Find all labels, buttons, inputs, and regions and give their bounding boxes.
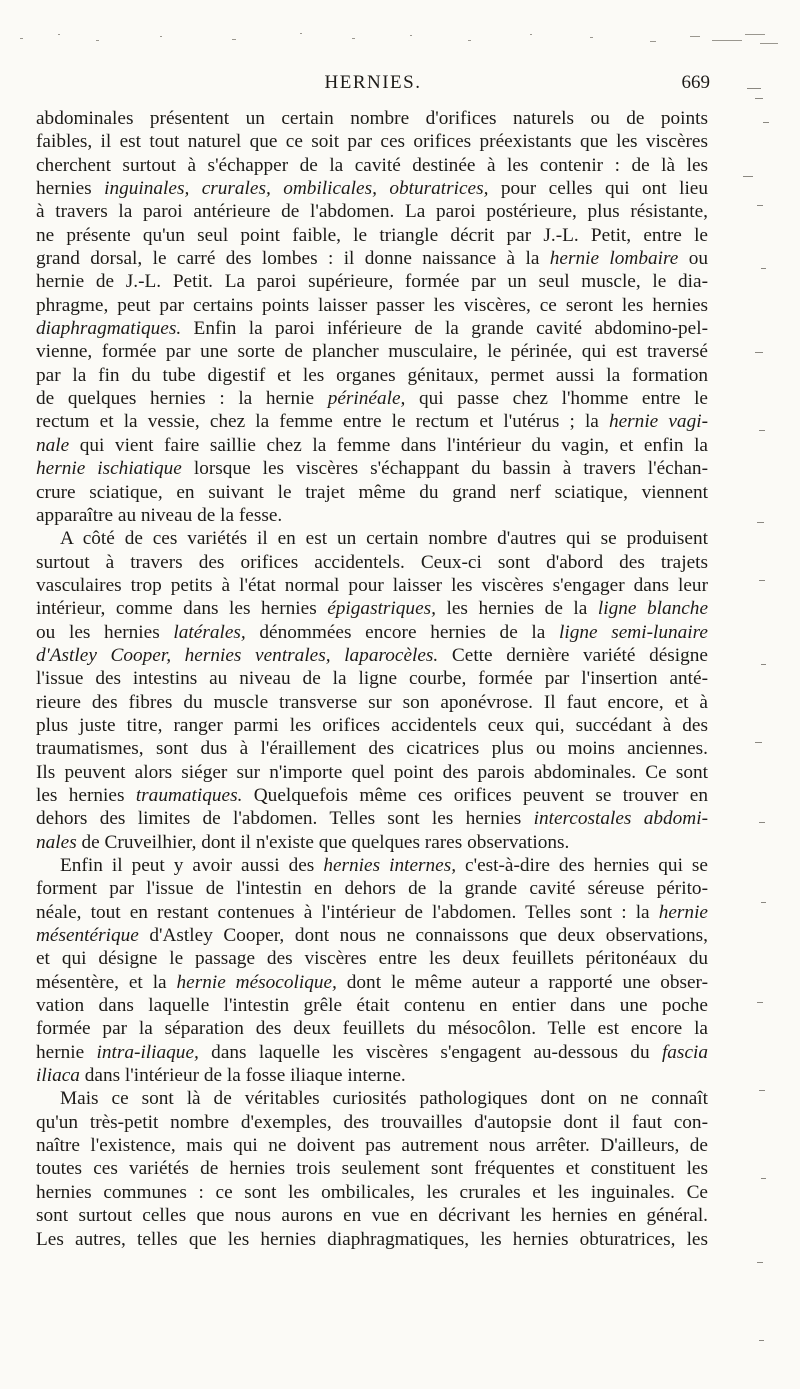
text-line: grand dorsal, le carré des lombes : il donne naissance à la hernie lombaire ou: [36, 248, 708, 270]
text-line: ne présente qu'un seul point faible, le triangle décrit par J.-L. Petit, entre le: [36, 224, 708, 246]
text-line: cherchent surtout à s'échapper de la cavité destinée à les contenir : de là les: [36, 154, 708, 176]
text-line: mésentérique d'Astley Cooper, dont nous ne connaissons que deux observations,: [36, 925, 708, 947]
text-line: diaphragmatiques. Enfin la paroi inférieure de la grande cavité abdomino-pel-: [36, 318, 708, 340]
text-line: formée par la séparation des deux feuillets du mésocôlon. Telle est encore la: [36, 1018, 708, 1040]
italic-term: hernie: [658, 901, 708, 923]
text-line: ou les hernies latérales, dénommées encore hernies de la ligne semi-lunaire: [36, 621, 708, 643]
italic-term: ligne semi-lunaire: [559, 621, 708, 643]
text-line: Enfin il peut y avoir aussi des hernies internes, c'est-à-dire des hernies qui se: [60, 855, 708, 876]
text-line: nale qui vient faire saillie chez la femme dans l'intérieur du vagin, et enfin la: [36, 434, 708, 456]
text-line: intérieur, comme dans les hernies épigastriques, les hernies de la ligne blanche: [36, 598, 708, 620]
text-line: faibles, il est tout naturel que ce soit par ces orifices préexistants que les viscères: [36, 131, 708, 153]
paragraph: [36, 107, 708, 527]
text-line: rectum et la vessie, chez la femme entre le rectum et l'utérus ; la hernie vagi-: [36, 411, 708, 433]
text-line: iliaca dans l'intérieur de la fosse iliaque interne.: [36, 1065, 406, 1087]
text-line: naître l'existence, mais qui ne doivent pas autrement nous arrêter. D'ailleurs, de: [36, 1135, 708, 1157]
italic-term: iliaca: [36, 1065, 80, 1087]
text-line: crure sciatique, en suivant le trajet même du grand nerf sciatique, viennent: [36, 481, 708, 503]
text-line: vation dans laquelle l'intestin grêle était contenu en entier dans une poche: [36, 995, 708, 1017]
text-line: toutes ces variétés de hernies trois seulement sont fréquentes et constituent les: [36, 1158, 708, 1180]
paragraph: [36, 1087, 708, 1250]
italic-term: latérales,: [173, 621, 246, 643]
paragraph: [36, 854, 708, 1087]
text-line: dehors des limites de l'abdomen. Telles sont les hernies intercostales abdomi-: [36, 808, 709, 830]
text-line: qu'un très-petit nombre d'exemples, des trouvailles d'autopsie dont il faut con-: [36, 1111, 708, 1133]
italic-term: mésentérique: [36, 925, 139, 947]
text-line: surtout à travers des orifices accidentels. Ceux-ci sont d'abord des trajets: [36, 551, 708, 573]
text-line: l'issue des intestins au niveau de la ligne courbe, formée par l'insertion anté-: [36, 668, 708, 690]
italic-term: intercostales abdomi-: [533, 808, 709, 830]
body-text: [36, 107, 708, 1251]
italic-term: épigastriques,: [327, 598, 436, 620]
text-line: Les autres, telles que les hernies diaphragmatiques, les hernies obturatrices, les: [36, 1228, 708, 1250]
italic-term: nales: [36, 831, 77, 853]
text-line: hernies communes : ce sont les ombilicales, les crurales et les inguinales. Ce: [36, 1181, 708, 1203]
paragraph: [36, 527, 708, 854]
italic-term: hernie vagi-: [608, 411, 708, 433]
text-line: mésentère, et la hernie mésocolique, dont le même auteur a rapporté une obser-: [36, 971, 708, 993]
text-line: les hernies traumatiques. Quelquefois même ces orifices peuvent se trouver en: [36, 784, 708, 806]
text-line: à travers la paroi antérieure de l'abdomen. La paroi postérieure, plus résistante,: [36, 201, 708, 223]
text-line: néale, tout en restant contenues à l'intérieur de l'abdomen. Telles sont : la hernie: [36, 901, 708, 923]
text-line: nales de Cruveilhier, dont il n'existe que quelques rares observations.: [36, 831, 570, 853]
italic-term: ligne blanche: [597, 598, 708, 620]
italic-term: hernie mésocolique,: [176, 971, 337, 993]
text-line: traumatismes, sont dus à l'éraillement des cicatrices plus ou moins anciennes.: [36, 738, 708, 760]
text-line: abdominales présentent un certain nombre d'orifices naturels ou de points: [36, 108, 708, 129]
italic-term: nale: [36, 434, 70, 456]
text-line: hernie intra-iliaque, dans laquelle les viscères s'engagent au-dessous du fascia: [36, 1041, 708, 1063]
text-line: hernie de J.-L. Petit. La paroi supérieure, formée par un seul muscle, le dia-: [36, 271, 708, 293]
page-header: [36, 72, 710, 98]
text-line: rieure des fibres du muscle transverse sur son aponévrose. Il faut encore, et à: [36, 691, 708, 713]
page-number: 669: [681, 72, 710, 93]
text-line: apparaître au niveau de la fesse.: [36, 504, 283, 526]
italic-term: hernie ischiatique: [36, 458, 182, 480]
italic-term: hernies internes,: [323, 855, 457, 876]
text-line: vienne, formée par une sorte de plancher musculaire, le périnée, qui est traversé: [36, 341, 708, 363]
italic-term: inguinales, crurales, ombilicales, obturatrices,: [104, 178, 489, 200]
text-line: Ils peuvent alors siéger sur n'importe quel point des parois abdominales. Ce sont: [36, 761, 708, 783]
text-line: sont surtout celles que nous aurons en vue en décrivant les hernies en général.: [36, 1205, 708, 1227]
scan-margin-marks: [735, 0, 800, 1389]
running-title: HERNIES.: [324, 72, 422, 93]
text-line: hernies inguinales, crurales, ombilicales, obturatrices, pour celles qui ont lieu: [36, 178, 709, 200]
text-line: phragme, peut par certains points laisser passer les viscères, ce seront les hernies: [36, 294, 708, 316]
text-line: Mais ce sont là de véritables curiosités pathologiques dont on ne connaît: [60, 1088, 708, 1110]
italic-term: fascia: [661, 1041, 708, 1063]
text-line: d'Astley Cooper, hernies ventrales, laparocèles. Cette dernière variété désigne: [36, 644, 708, 666]
scan-noise-top: [0, 28, 800, 50]
text-line: de quelques hernies : la hernie périnéale, qui passe chez l'homme entre le: [36, 388, 708, 410]
text-line: et qui désigne le passage des viscères entre les deux feuillets péritonéaux du: [36, 948, 708, 970]
text-line: forment par l'issue de l'intestin en dehors de la grande cavité séreuse périto-: [36, 878, 708, 900]
italic-term: traumatiques.: [135, 784, 243, 806]
italic-term: hernie lombaire: [549, 248, 679, 270]
text-line: A côté de ces variétés il en est un certain nombre d'autres qui se produisent: [60, 528, 708, 550]
italic-term: diaphragmatiques.: [36, 318, 182, 340]
italic-term: intra-iliaque,: [96, 1041, 199, 1063]
italic-term: d'Astley Cooper, hernies ventrales, laparocèles.: [36, 644, 439, 666]
italic-term: périnéale,: [327, 388, 406, 410]
text-line: plus juste titre, ranger parmi les orifices accidentels ceux qui, succédant à des: [36, 714, 708, 736]
text-line: par la fin du tube digestif et les organes génitaux, permet aussi la formation: [36, 364, 708, 386]
text-line: vasculaires trop petits à l'état normal pour laisser les viscères s'engager dans leur: [36, 574, 708, 596]
text-line: hernie ischiatique lorsque les viscères s'échappant du bassin à travers l'échan-: [36, 458, 708, 480]
